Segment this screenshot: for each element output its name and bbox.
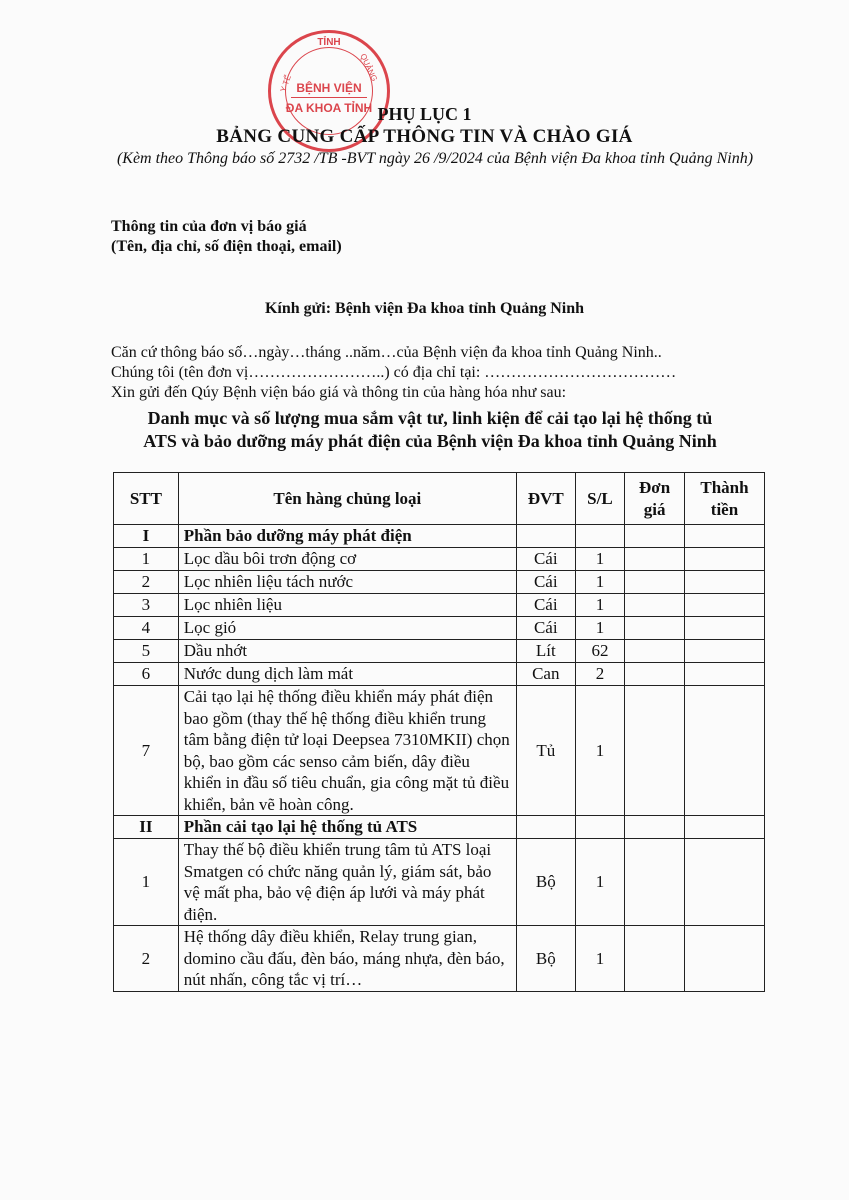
vendor-info-label: Thông tin của đơn vị báo giá: [111, 218, 307, 235]
stamp-line2: ĐA KHOA TỈNH: [285, 101, 373, 115]
row-stt: 5: [114, 640, 179, 663]
row-qty: 1: [575, 571, 625, 594]
row-total: [684, 640, 764, 663]
row-unit: Can: [516, 663, 575, 686]
stamp-ring-right: QUẢNG: [358, 52, 379, 83]
stamp-ring-left: Y TẾ: [278, 73, 293, 94]
table-heading-line2: ATS và bảo dưỡng máy phát điện của Bệnh viện Đa khoa tỉnh Quảng Ninh: [143, 431, 717, 451]
row-total: [684, 686, 764, 816]
row-unit: Cái: [516, 571, 575, 594]
body-line-1: Căn cứ thông báo số…ngày…tháng ..năm…của Bệnh viện đa khoa tỉnh Quảng Ninh..: [111, 344, 662, 361]
row-price: [625, 839, 685, 926]
row-total: [684, 594, 764, 617]
section-row: [114, 525, 765, 548]
col-price: Đơn giá: [625, 473, 685, 525]
row-stt: 1: [114, 548, 179, 571]
quotation-table: [113, 472, 765, 992]
table-row: [114, 571, 765, 594]
row-total: [684, 926, 764, 992]
stamp-divider: [291, 97, 367, 98]
section-row: [114, 816, 765, 839]
row-qty: 1: [575, 686, 625, 816]
table-row: [114, 663, 765, 686]
row-name: Lọc nhiên liệu tách nước: [178, 571, 516, 594]
row-stt: 6: [114, 663, 179, 686]
table-row: [114, 617, 765, 640]
table-row: [114, 926, 765, 992]
vendor-info-fields: (Tên, địa chỉ, số điện thoại, email): [111, 238, 342, 255]
section-number: II: [114, 816, 179, 839]
row-qty: 1: [575, 839, 625, 926]
row-price: [625, 571, 685, 594]
document-title: BẢNG CUNG CẤP THÔNG TIN VÀ CHÀO GIÁ: [216, 126, 633, 147]
row-qty: 1: [575, 926, 625, 992]
col-stt: STT: [114, 473, 179, 525]
row-name: Hệ thống dây điều khiển, Relay trung gian, domino cầu đấu, đèn báo, máng nhựa, đèn báo, nút nhấn, công tắc vị trí…: [178, 926, 516, 992]
table-row: [114, 686, 765, 816]
row-name: Cải tạo lại hệ thống điều khiển máy phát điện bao gồm (thay thế hệ thống điều khiển trung tâm bằng điện tử loại Deepsea 7310MKII) chọn bộ, bao gồm các senso cảm biến, dây điều khiển in đầu số tiêu chuẩn, gia công mặt tủ điều khiển, bản vẽ hoàn công.: [178, 686, 516, 816]
row-name: Dầu nhớt: [178, 640, 516, 663]
row-total: [684, 617, 764, 640]
row-name: Lọc gió: [178, 617, 516, 640]
row-unit: Bộ: [516, 926, 575, 992]
col-qty: S/L: [575, 473, 625, 525]
row-price: [625, 594, 685, 617]
document-subtitle: (Kèm theo Thông báo số 2732 /TB -BVT ngày 26 /9/2024 của Bệnh viện Đa khoa tỉnh Quảng Ninh): [116, 150, 754, 167]
row-price: [625, 926, 685, 992]
body-line-2: Chúng tôi (tên đơn vị……………………..) có địa chỉ tại: ………………………………: [111, 364, 677, 381]
stamp-line1: BỆNH VIỆN: [296, 81, 362, 95]
table-row: [114, 548, 765, 571]
row-qty: 1: [575, 594, 625, 617]
row-qty: 2: [575, 663, 625, 686]
row-price: [625, 617, 685, 640]
row-qty: 62: [575, 640, 625, 663]
section-number: I: [114, 525, 179, 548]
table-row: [114, 594, 765, 617]
row-stt: 7: [114, 686, 179, 816]
row-stt: 2: [114, 571, 179, 594]
row-stt: 4: [114, 617, 179, 640]
row-unit: Cái: [516, 617, 575, 640]
row-qty: 1: [575, 548, 625, 571]
appendix-label: PHỤ LỤC 1: [377, 104, 472, 124]
col-total: Thành tiền: [684, 473, 764, 525]
recipient-line: Kính gửi: Bệnh viện Đa khoa tỉnh Quảng Ninh: [264, 300, 585, 317]
row-stt: 1: [114, 839, 179, 926]
row-unit: Bộ: [516, 839, 575, 926]
row-name: Lọc nhiên liệu: [178, 594, 516, 617]
row-price: [625, 548, 685, 571]
row-name: Lọc dầu bôi trơn động cơ: [178, 548, 516, 571]
row-total: [684, 663, 764, 686]
body-line-3: Xin gửi đến Qúy Bệnh viện báo giá và thông tin của hàng hóa như sau:: [111, 384, 567, 401]
row-total: [684, 548, 764, 571]
row-qty: 1: [575, 617, 625, 640]
table-heading-line1: Danh mục và số lượng mua sắm vật tư, linh kiện để cải tạo lại hệ thống tủ: [147, 408, 713, 428]
row-name: Thay thế bộ điều khiển trung tâm tủ ATS loại Smatgen có chức năng quản lý, giám sát, bảo vệ mất pha, bảo vệ điện áp lưới và máy phát điện.: [178, 839, 516, 926]
row-price: [625, 640, 685, 663]
row-total: [684, 839, 764, 926]
row-price: [625, 663, 685, 686]
row-stt: 2: [114, 926, 179, 992]
row-unit: Tủ: [516, 686, 575, 816]
section-name: Phần cải tạo lại hệ thống tủ ATS: [178, 816, 516, 839]
row-name: Nước dung dịch làm mát: [178, 663, 516, 686]
section-name: Phần bảo dưỡng máy phát điện: [178, 525, 516, 548]
table-row: [114, 839, 765, 926]
row-total: [684, 571, 764, 594]
row-stt: 3: [114, 594, 179, 617]
row-unit: Cái: [516, 548, 575, 571]
table-heading: [100, 407, 760, 453]
table-row: [114, 640, 765, 663]
stamp-ring-top: TỈNH: [317, 37, 341, 48]
table-header-row: [114, 473, 765, 525]
col-unit: ĐVT: [516, 473, 575, 525]
col-name: Tên hàng chủng loại: [178, 473, 516, 525]
row-unit: Lít: [516, 640, 575, 663]
row-unit: Cái: [516, 594, 575, 617]
row-price: [625, 686, 685, 816]
